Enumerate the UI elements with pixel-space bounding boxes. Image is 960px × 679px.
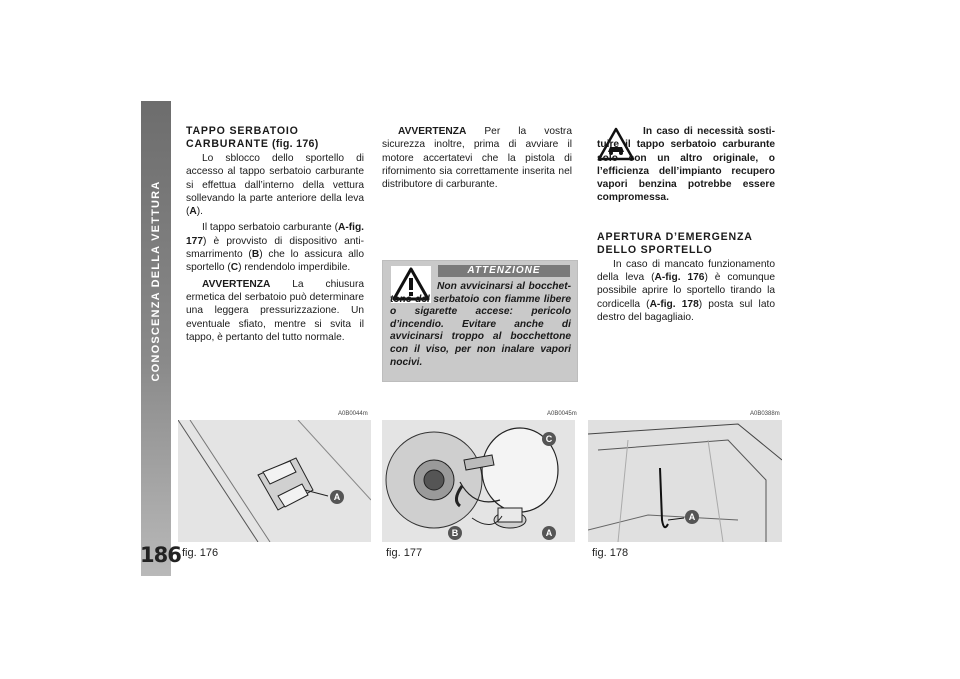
section-sidebar bbox=[141, 101, 171, 576]
marker-a: A bbox=[685, 510, 699, 524]
figure-code: A0B0044m bbox=[338, 411, 368, 417]
marker-c: C bbox=[542, 432, 556, 446]
section-title: CONOSCENZA DELLA VETTURA bbox=[150, 180, 162, 382]
section-heading: TAPPO SERBATOIO CARBURANTE (fig. 176) bbox=[186, 125, 319, 150]
paragraph: Il tappo serbatoio carburante (A-fig. 177) è provvisto di dispositivo antismarrimento (B) che lo assicura allo sportello (C) rendendolo imperdibile. bbox=[186, 222, 364, 274]
figure-176 bbox=[178, 420, 371, 542]
marker-b: B bbox=[448, 526, 462, 540]
figure-label: fig. 176 bbox=[182, 547, 219, 559]
paragraph: Lo sblocco dello sportello di accesso al tappo serbatoio carburante si effettua dall’interno della vettura sollevando la parte anteriore della leva (A). bbox=[186, 153, 364, 218]
figure-label: fig. 177 bbox=[386, 547, 423, 559]
trunk-cord-illustration bbox=[588, 420, 782, 542]
warning-text: Non avvicinarsi al bocchettone del serbatoio con fiamme libere o sigarette accese: pericolo d’incendio. Evitare anche di avvicinarsi troppo al bocchettone con il viso, per non inalare vapori nocivi. bbox=[390, 281, 571, 368]
page-number: 186 bbox=[140, 543, 181, 567]
figure-label: fig. 178 bbox=[592, 547, 629, 559]
fuel-flap-lever-illustration bbox=[178, 420, 371, 542]
paragraph: In caso di mancato funzionamento della leva (A-fig. 176) è comunque possibile aprire lo sportello tirando la cordicella (A-fig. 178) posta sul lato destro del bagagliaio. bbox=[597, 258, 775, 323]
marker-a: A bbox=[542, 526, 556, 540]
figure-code: A0B0388m bbox=[750, 411, 780, 417]
column-1 bbox=[186, 125, 364, 344]
section-heading: APERTURA D’EMERGENZA DELLO SPORTELLO bbox=[597, 230, 753, 256]
figure-178 bbox=[588, 420, 782, 542]
notice-paragraph: AVVERTENZA Per la vostra sicurezza inoltre, prima di avviare il motore accertatevi che la pistola di rifornimento sia correttamente inserita nel distributore di carburante. bbox=[382, 126, 572, 191]
column-3 bbox=[597, 125, 775, 324]
warning-title: ATTENZIONE bbox=[438, 265, 570, 277]
note-paragraph: In caso di necessità sostituire il tappo serbatoio carburante solo con un altro originale, o l’efficienza dell’impianto recupero vapori benzina potrebbe essere compromessa. bbox=[597, 126, 775, 204]
figure-177 bbox=[382, 420, 575, 542]
marker-a: A bbox=[330, 490, 344, 504]
notice-paragraph: AVVERTENZA La chiusura ermetica del serbatoio può determinare una leggera pressurizzazione. Un eventuale sfiato, mentre si svita il tappo, è pertanto del tutto normale. bbox=[186, 278, 364, 343]
column-2 bbox=[382, 125, 572, 191]
figure-code: A0B0045m bbox=[547, 411, 577, 417]
